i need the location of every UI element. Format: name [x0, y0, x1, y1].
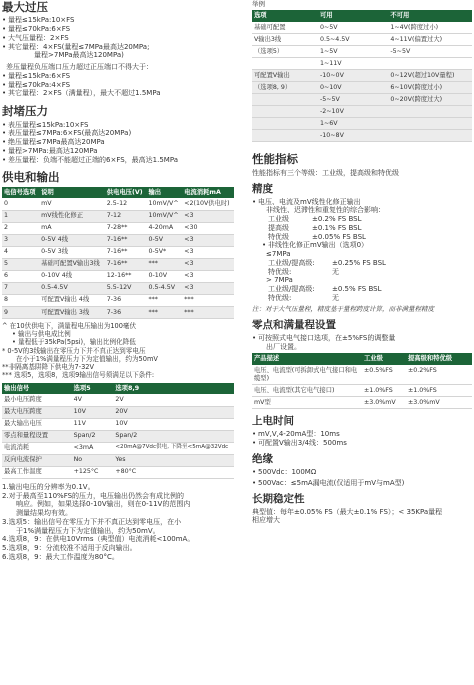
output-condition-table: [2, 383, 234, 479]
footnote-line: 3.选项5：输出信号在零压力下并不真正达到零电压，在小: [2, 517, 182, 526]
table-cell: 0~10V: [318, 82, 388, 94]
table-cell: mA: [39, 222, 105, 234]
table-cell: 可配置V输出 3线: [39, 306, 105, 318]
table-header: 工业级: [362, 353, 406, 365]
table-cell: 0~12V(超过10V量程): [388, 70, 472, 82]
table-cell: 4~11V(偏置过大): [388, 34, 472, 46]
note-line: ^ 在10伏供电下，满量程电压输出为100毫伏: [2, 321, 137, 330]
table-cell: 7-36: [105, 306, 147, 318]
table-cell: ±1.0%FS: [406, 385, 472, 397]
table-cell: 0.5~4.5V: [318, 34, 388, 46]
table-row: [2, 406, 234, 418]
zero-table: [252, 353, 472, 409]
table-row: [252, 82, 472, 94]
supply-title: 供电和输出: [2, 170, 60, 185]
footnote-line: 测量结果均有效。: [16, 509, 72, 518]
performance-subtitle: 性能指标有三个等级：工业级，提高级和特优级: [252, 168, 399, 177]
table-cell: [252, 94, 318, 106]
table-row: [2, 394, 234, 406]
gt7-label: > 7MPa: [266, 276, 293, 285]
table-cell: ***: [182, 306, 234, 318]
note-line: • 输出与供电成比例: [2, 330, 234, 338]
rise-title: 上电时间: [252, 415, 294, 428]
table-cell: 0~5V: [318, 22, 388, 34]
stability-line: 典型值：每年±0.05% FS（最大±0.1% FS）；< 35KPa量程: [252, 507, 443, 516]
table-row: [2, 198, 234, 210]
note-line: 在小于1%满量程压力下为定值输出，约为50mV: [16, 354, 158, 363]
table-cell: ***: [182, 294, 234, 306]
table-cell: 7-28**: [105, 222, 147, 234]
grade-label: 特优级: [268, 232, 289, 241]
table-cell: 2: [2, 222, 39, 234]
table-cell: [252, 58, 318, 70]
list-item: • 差压量程：负端不能超过正端的6×FS，最高达1.5MPa: [2, 156, 234, 165]
table-cell: 电压、电流型(其它电气接口): [252, 385, 362, 397]
table-cell: 7-16**: [105, 234, 147, 246]
table-cell: ***: [146, 258, 182, 270]
table-cell: -5~5V: [318, 94, 388, 106]
table-cell: 10V: [113, 418, 234, 430]
negative-port-title: 差压量程负压端口压力超过正压端口不得大于：: [6, 63, 153, 72]
table-cell: <2(10V供电时): [182, 198, 234, 210]
table-cell: 最大输出电压: [2, 418, 72, 430]
overpressure-list: [2, 16, 234, 60]
table-cell: <3: [182, 234, 234, 246]
table-cell: Yes: [113, 454, 234, 466]
mv-line: • 非线性化修正mV输出（选项0）: [252, 241, 472, 250]
table-cell: 反向电流保护: [2, 454, 72, 466]
table-cell: 电流消耗: [2, 442, 72, 454]
table-header: 不可用: [388, 10, 472, 22]
table-header: 提高级和特优级: [406, 353, 472, 365]
table-cell: <3: [182, 246, 234, 258]
list-item: • 量程>7MPa:最高达120MPa: [2, 147, 234, 156]
grade-value: ±0.25% FS BSL: [332, 258, 386, 267]
table-cell: 4-20mA: [146, 222, 182, 234]
grade-value: ±0.2% FS BSL: [312, 215, 362, 224]
table-cell: [388, 106, 472, 118]
table-cell: 5: [2, 258, 39, 270]
table-cell: 12-16**: [105, 270, 147, 282]
footnote-line: 6.选项8，9：最大工作温度为80°C。: [2, 552, 119, 561]
table-cell: mV型: [252, 397, 362, 409]
negative-port-list: [2, 72, 234, 98]
table-row: [252, 46, 472, 58]
table-row: [2, 466, 234, 478]
grade-label: 工业级: [268, 215, 289, 224]
burst-list: [2, 121, 234, 165]
table-header: 可用: [318, 10, 388, 22]
grade-label: 特优级:: [268, 267, 292, 276]
table-cell: 电压、电流型(可拆卸式电气接口和电缆型): [252, 365, 362, 384]
list-item: • 量程≤15kPa:6×FS: [2, 72, 234, 81]
table-cell: 20V: [113, 406, 234, 418]
table-cell: 基础可配置V输出3线: [39, 258, 105, 270]
note-line: **非隔离基阱降下供电为7-32V: [2, 363, 95, 372]
table-header: 输出信号: [2, 383, 72, 395]
table-header: 电流消耗mA: [182, 187, 234, 199]
table-cell: 0-5V*: [146, 246, 182, 258]
table-row: [252, 365, 472, 384]
zero-line: • 可按照式电气接口选项，在±5%FS的调整量: [252, 334, 472, 343]
table-row: [2, 454, 234, 466]
accuracy-line: • 电压、电流及mV线性化修正输出: [252, 198, 472, 207]
table-row: [252, 106, 472, 118]
list-item: • 量程≤15kPa:10×FS: [2, 16, 234, 25]
table-header: 选项5: [72, 383, 114, 395]
insulation-title: 绝缘: [252, 452, 273, 465]
list-item: • 其它量程：2×FS（满量程），最大不超过1.5MPa: [2, 89, 234, 98]
list-item: • 其它量程：4×FS(量程≤7MPa最高达20MPa;: [2, 43, 234, 52]
table-cell: 10mV/V^: [146, 198, 182, 210]
table-cell: <30: [182, 222, 234, 234]
table-row: [252, 397, 472, 409]
table-row: [2, 222, 234, 234]
table-row: [2, 210, 234, 222]
table-cell: 0.5-4.5V: [39, 282, 105, 294]
table-cell: 5.5-12V: [105, 282, 147, 294]
table-cell: 4: [2, 246, 39, 258]
table-cell: 1~11V: [318, 58, 388, 70]
grade-value: ±0.05% FS BSL: [312, 232, 366, 241]
table-cell: [388, 118, 472, 130]
table-cell: Span/2: [113, 430, 234, 442]
table-cell: mV线性化修正: [39, 210, 105, 222]
le7-label: ≤7MPa: [266, 250, 291, 259]
table-cell: 0-5V 3线: [39, 246, 105, 258]
table-cell: 基础可配置: [252, 22, 318, 34]
list-item: • 500Vac：≤5mA漏电流(仅适用于mV与mA型): [252, 479, 472, 488]
table-row: [2, 430, 234, 442]
table-cell: 1: [2, 210, 39, 222]
table-cell: <3mA: [72, 442, 114, 454]
table-cell: 1~4V(跨度过小): [388, 22, 472, 34]
table-cell: 7: [2, 282, 39, 294]
table-cell: No: [72, 454, 114, 466]
table-cell: ±0.5%FS: [362, 365, 406, 384]
gt7-list: [252, 285, 472, 303]
footnote-line: 于1%满量程压力下为定值输出，约为50mV。: [16, 526, 160, 535]
table-header: 供电电压(V): [105, 187, 147, 199]
stability-line: 相应增大: [252, 516, 280, 525]
table-row: [252, 94, 472, 106]
table-cell: 7-16**: [105, 246, 147, 258]
stability-title: 长期稳定性: [252, 492, 305, 505]
table-cell: <3: [182, 258, 234, 270]
performance-title: 性能指标: [252, 152, 298, 167]
footnote-line: 1.输出电压的分辨率为0.1V。: [2, 482, 95, 491]
table-row: [2, 234, 234, 246]
accuracy-title: 精度: [252, 182, 273, 195]
zero-title: 零点和满量程设置: [252, 318, 336, 331]
table-cell: <20mA@7Vdc供电, 下降至<5mA@32Vdc: [113, 442, 234, 454]
table-cell: 0.5-4.5V: [146, 282, 182, 294]
table-cell: 1~6V: [318, 118, 388, 130]
grade-row: [268, 294, 472, 303]
table-cell: Span/2: [72, 430, 114, 442]
grade-list: [252, 215, 472, 241]
table-cell: 2.5-12: [105, 198, 147, 210]
table-row: [252, 118, 472, 130]
list-item: • 大气压量程：2×FS: [2, 34, 234, 43]
footnote-line: 响应。例如，如果选择0-10V输出，则在0-11V的范围内: [16, 500, 191, 509]
grade-label: 工业级/提高级:: [268, 285, 315, 294]
example-title: 举例: [252, 0, 265, 8]
table-row: [252, 22, 472, 34]
grade-row: [268, 215, 472, 224]
table-cell: [252, 106, 318, 118]
list-item: • 量程≤70kPa:6×FS: [2, 25, 234, 34]
output-footnotes: [2, 483, 234, 562]
supply-notes: [2, 322, 234, 380]
table-cell: ±1.0%FS: [362, 385, 406, 397]
table-cell: 9: [2, 306, 39, 318]
grade-value: ±0.5% FS BSL: [332, 285, 382, 294]
table-cell: 最高工作温度: [2, 466, 72, 478]
grade-value: 无: [332, 293, 339, 302]
table-cell: -5~5V: [388, 46, 472, 58]
table-row: [252, 34, 472, 46]
table-row: [2, 294, 234, 306]
table-header: 产品描述: [252, 353, 362, 365]
table-cell: 0~20V(跨度过大): [388, 94, 472, 106]
table-row: [2, 258, 234, 270]
grade-value: ±0.1% FS BSL: [312, 223, 362, 232]
table-cell: -10~8V: [318, 130, 388, 142]
grade-row: [268, 285, 472, 294]
table-cell: 3: [2, 234, 39, 246]
table-header: 电信号选项: [2, 187, 39, 199]
table-row: [2, 246, 234, 258]
table-cell: 0-10V: [146, 270, 182, 282]
table-cell: <3: [182, 270, 234, 282]
table-cell: 7-16**: [105, 258, 147, 270]
table-cell: （选项8, 9）: [252, 82, 318, 94]
table-cell: 最小电压跨度: [2, 394, 72, 406]
accuracy-note: 注：对于大气压量程，精度基于量程跨度计算，而非满量程精度: [252, 304, 434, 313]
table-cell: <3: [182, 282, 234, 294]
example-table: [252, 10, 472, 142]
table-header: 选项8,9: [113, 383, 234, 395]
grade-row: [268, 259, 472, 268]
list-item: • 表压量程≤7MPa:6×FS(最高达20MPa): [2, 129, 234, 138]
note-line: *** 选项5，选项8，选项9输出信号须满足以下条件:: [2, 371, 155, 380]
footnote-line: 5.选项8，9：分流校准不适用于反向输出。: [2, 544, 137, 553]
table-cell: 最大电压跨度: [2, 406, 72, 418]
table-cell: +125°C: [72, 466, 114, 478]
table-cell: 可配置V输出 4线: [39, 294, 105, 306]
table-cell: 7-36: [105, 294, 147, 306]
table-cell: -2~10V: [318, 106, 388, 118]
table-cell: 10V: [72, 406, 114, 418]
table-row: [2, 306, 234, 318]
accuracy-line: 非线性、迟滞性和重复性的综合影响：: [266, 206, 385, 215]
table-header: 选项: [252, 10, 318, 22]
table-cell: 10mV/V^: [146, 210, 182, 222]
table-row: [2, 442, 234, 454]
grade-label: 提高级: [268, 223, 289, 232]
grade-label: 工业级/提高级:: [268, 258, 315, 267]
list-item: • 量程≤70kPa:4×FS: [2, 81, 234, 90]
footnote-line: 2.对于最高至110%FS的压力，电压输出仍然会有成比例的: [2, 491, 185, 500]
table-cell: 6~10V(跨度过小): [388, 82, 472, 94]
footnote-line: 4.选项8，9：在供电10Vrms（典型值）电流消耗<100mA。: [2, 535, 195, 544]
grade-label: 特优级:: [268, 293, 292, 302]
table-cell: V输出3线: [252, 34, 318, 46]
table-cell: <3: [182, 210, 234, 222]
table-header: 说明: [39, 187, 105, 199]
table-row: [252, 70, 472, 82]
burst-title: 封堵压力: [2, 104, 48, 119]
supply-table: [2, 187, 234, 319]
list-item: • 500Vdc：100MΩ: [252, 468, 472, 477]
list-item: • 绝压量程≤7MPa最高达20MPa: [2, 138, 234, 147]
table-cell: -10~0V: [318, 70, 388, 82]
table-cell: 4V: [72, 394, 114, 406]
table-cell: mV: [39, 198, 105, 210]
table-header: 输出: [146, 187, 182, 199]
table-cell: ±3.0%mV: [362, 397, 406, 409]
table-cell: 0: [2, 198, 39, 210]
table-row: [252, 385, 472, 397]
right-column: [252, 0, 472, 525]
table-cell: 6: [2, 270, 39, 282]
table-cell: [252, 130, 318, 142]
table-cell: [388, 58, 472, 70]
grade-row: [268, 268, 472, 277]
overpressure-title: 最大过压: [2, 0, 48, 14]
table-cell: 零点和量程设置: [2, 430, 72, 442]
table-cell: ±3.0%mV: [406, 397, 472, 409]
table-cell: 0-5V 4线: [39, 234, 105, 246]
list-item: • 表压量程≤15kPa:10×FS: [2, 121, 234, 130]
grade-value: 无: [332, 267, 339, 276]
table-cell: [252, 118, 318, 130]
table-cell: 7-12: [105, 210, 147, 222]
table-cell: 8: [2, 294, 39, 306]
table-cell: ***: [146, 294, 182, 306]
table-cell: ***: [146, 306, 182, 318]
table-row: [2, 418, 234, 430]
list-item: • 可配置V输出3/4线：500ms: [252, 439, 472, 448]
list-item: 量程>7MPa最高达120MPa): [34, 51, 124, 60]
table-row: [2, 270, 234, 282]
table-cell: 2V: [113, 394, 234, 406]
table-cell: 0-5V: [146, 234, 182, 246]
table-cell: 可配置V输出: [252, 70, 318, 82]
table-cell: 0-10V 4线: [39, 270, 105, 282]
table-row: [252, 130, 472, 142]
table-cell: [388, 130, 472, 142]
table-row: [252, 58, 472, 70]
grade-row: [268, 224, 472, 233]
table-cell: 11V: [72, 418, 114, 430]
table-cell: 1~5V: [318, 46, 388, 58]
table-cell: ±0.2%FS: [406, 365, 472, 384]
note-line: * 0-5V的3线输出在零压力下并不真正达到零电压: [2, 346, 146, 355]
table-cell: +80°C: [113, 466, 234, 478]
list-item: • mV,V,4-20mA型：10ms: [252, 430, 472, 439]
left-column: [2, 0, 234, 562]
zero-line: 出厂设置。: [266, 342, 301, 351]
note-line: • 量程低于35kPa(5psi)，输出比例化降低: [2, 338, 234, 346]
table-cell: （选项5）: [252, 46, 318, 58]
le7-list: [252, 259, 472, 277]
table-row: [2, 282, 234, 294]
